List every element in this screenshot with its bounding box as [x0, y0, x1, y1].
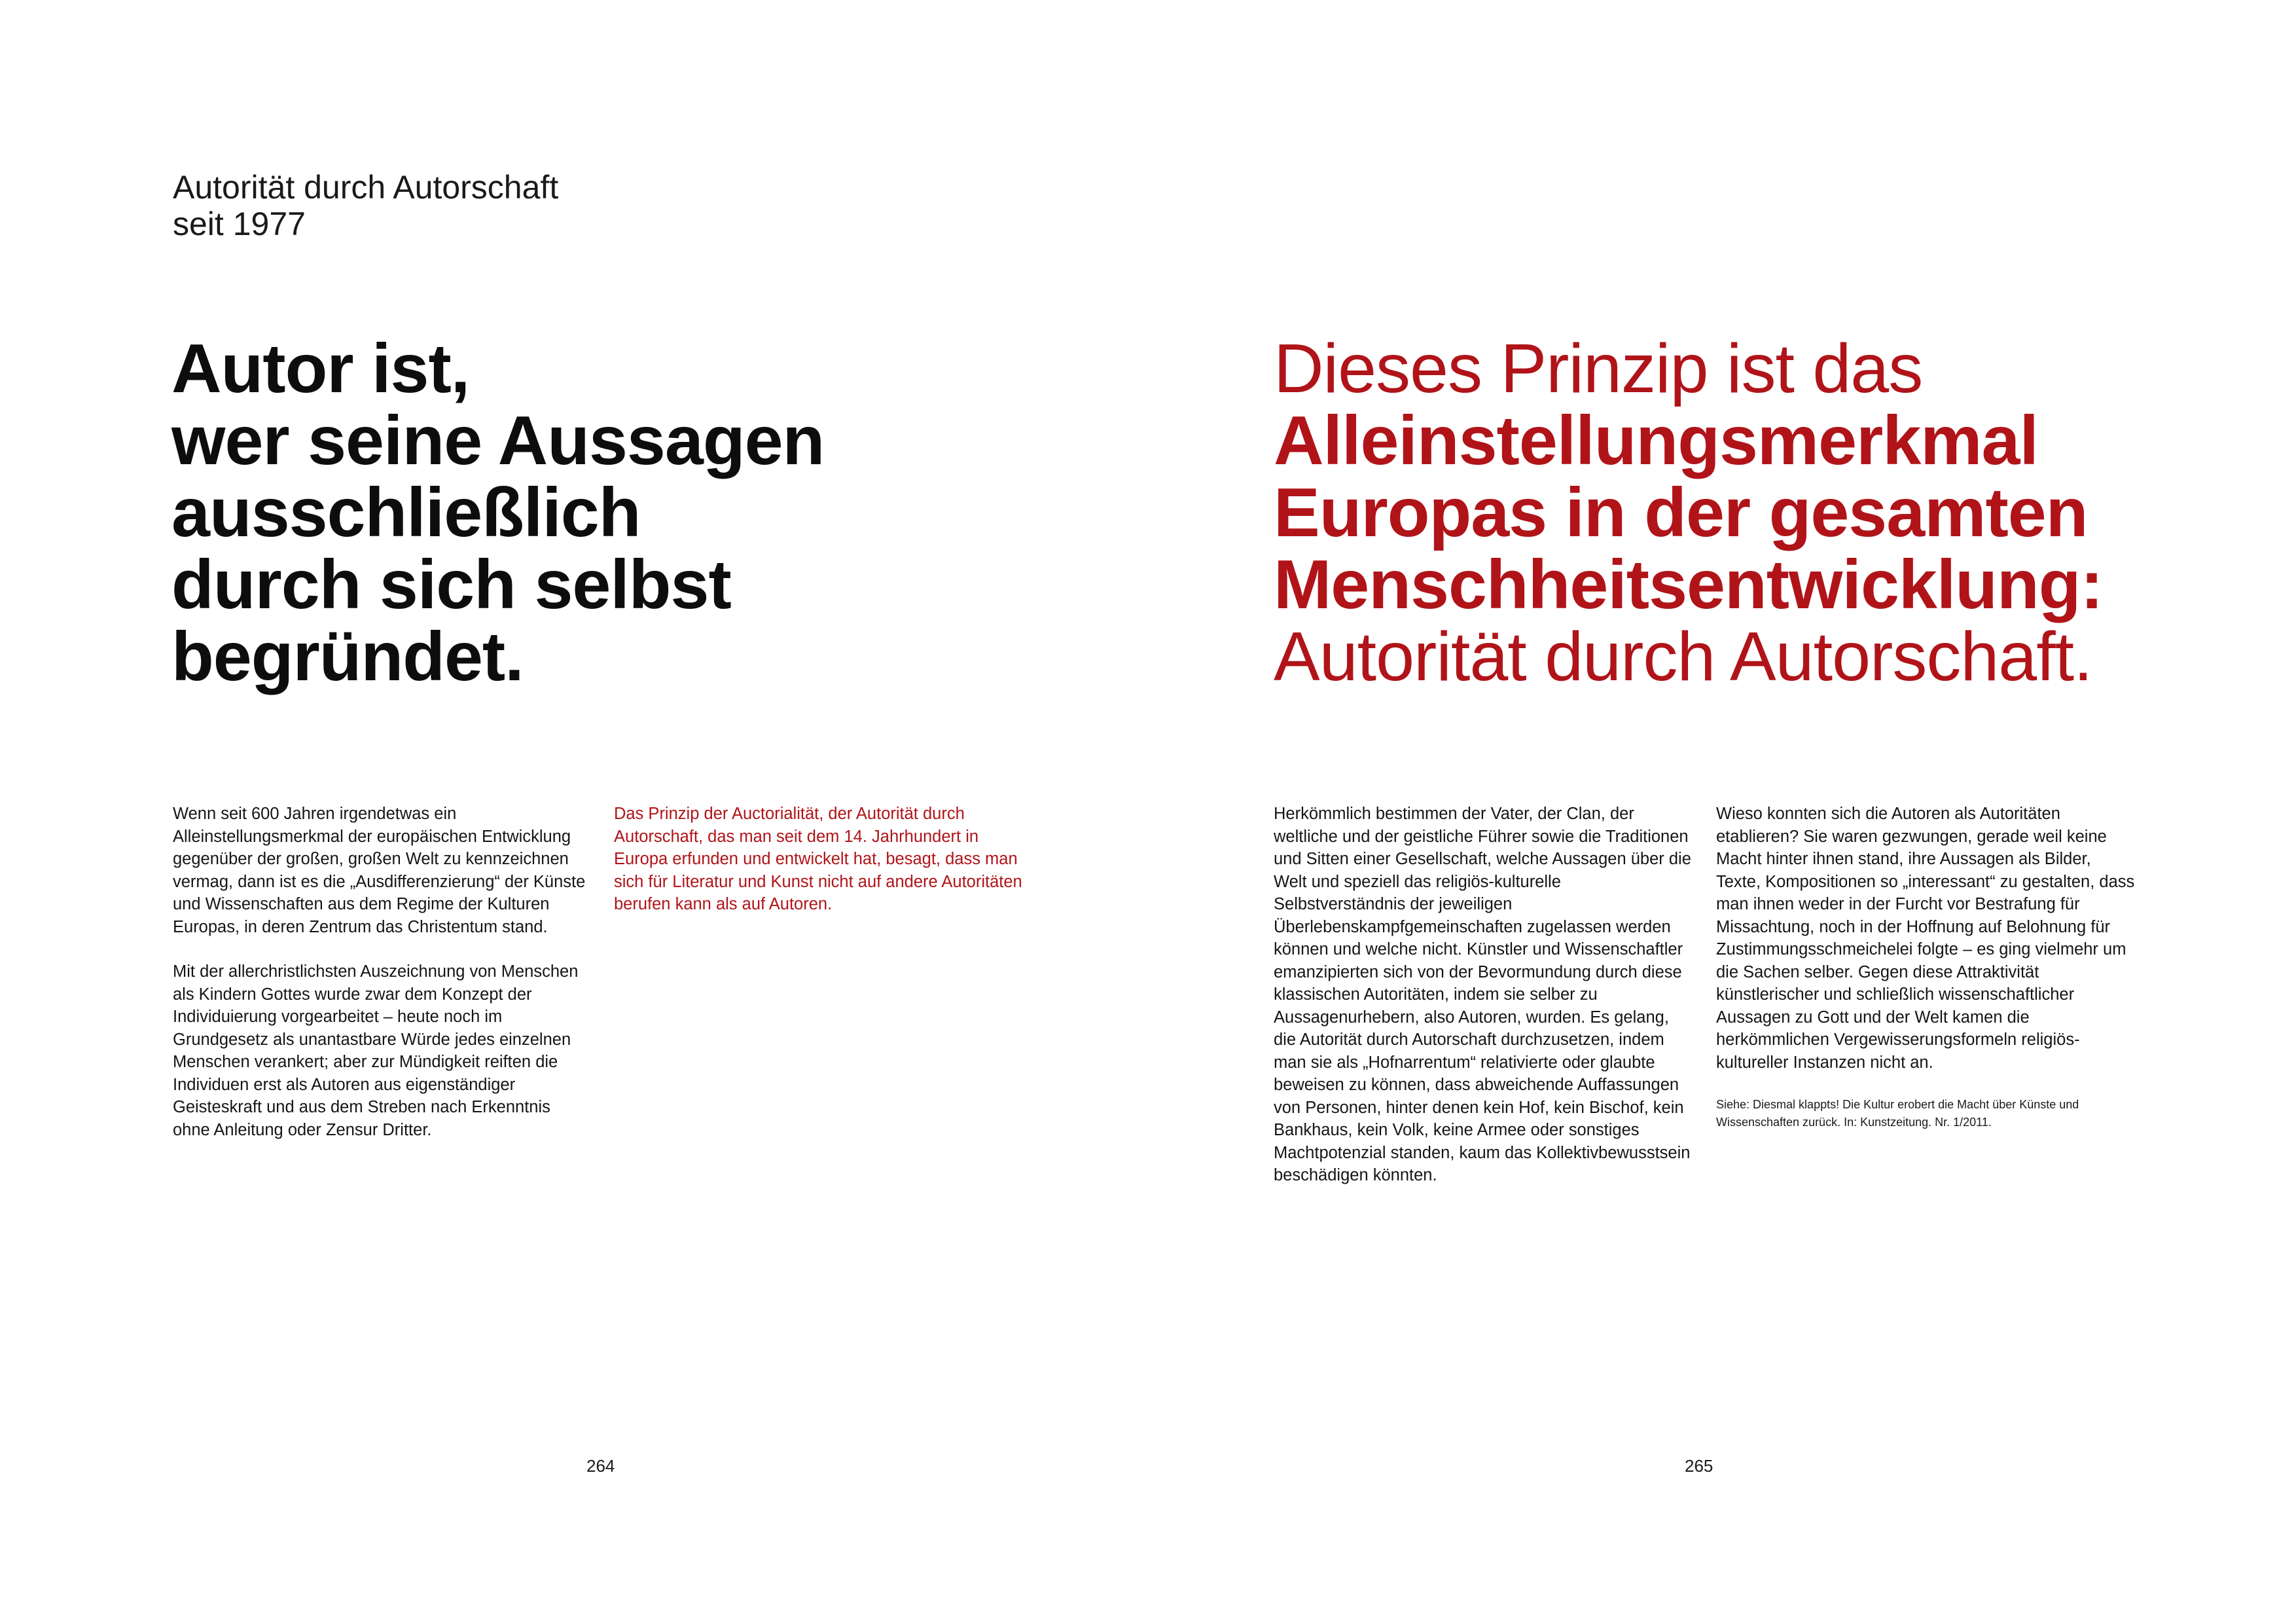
right-body-column-2: [1716, 803, 2135, 1131]
right-headline-bold-line: Europas in der gesamten: [1274, 474, 2088, 551]
highlight-paragraph: Das Prinzip der Auctorialität, der Autorität durch Autorschaft, das man seit dem 14. Jahrhundert in Europa erfunden und entwickelt hat, besagt, dass man sich für Literatur und Kunst nicht auf andere Autoritäten berufen kann als auf Autoren.: [614, 805, 1022, 913]
body-paragraph: Herkömmlich bestimmen der Vater, der Clan, der weltliche und der geistliche Führer sowie die Traditionen und Sitten einer Gesellschaft, welche Aussagen über die Welt und speziell das religiös-kulturelle Selbstverständnis der jeweiligen Überlebenskampfgemeinschaften zugelassen werden können und welche nicht. Künstler und Wissenschaftler emanzipierten sich von der Bevormundung durch diese klassischen Autoritäten, indem sie selber zu Aussagenurhebern, also Autoren, wurden. Es gelang, die Autorität durch Autorschaft durchzusetzen, indem man sie als „Hofnarrentum“ relativierte oder glaubte beweisen zu können, dass abweichende Auffassungen von Personen, hinter denen kein Hof, kein Bischof, kein Bankhaus, kein Volk, keine Armee oder sonstiges Machtpotenzial standen, kaum das Kollektivbewusstsein beschädigen könnten.: [1274, 805, 1691, 1184]
right-headline-light-line: Dieses Prinzip ist das: [1274, 330, 1923, 407]
right-headline: [1274, 330, 2103, 695]
left-headline-line: durch sich selbst: [171, 546, 731, 623]
left-headline-line: Autor ist,: [171, 330, 470, 407]
right-page: [1148, 0, 2296, 1623]
left-headline-line: ausschließlich: [171, 474, 641, 551]
left-body-column-1: [173, 803, 592, 1163]
section-kicker: [173, 169, 558, 242]
right-headline-bold-line: Alleinstellungsmerkmal: [1274, 402, 2038, 479]
footnote: Siehe: Diesmal klappts! Die Kultur erobert die Macht über Künste und Wissenschaften zurück. In: Kunstzeitung. Nr. 1/2011.: [1716, 1098, 2079, 1129]
right-headline-light-line: Autorität durch Autorschaft.: [1274, 618, 2092, 695]
right-body-column-1: [1274, 803, 1693, 1209]
left-headline-line: begründet.: [171, 618, 524, 695]
page-number-right: 265: [1685, 1456, 1713, 1476]
body-paragraph: Wieso konnten sich die Autoren als Autoritäten etablieren? Sie waren gezwungen, gerade weil keine Macht hinter ihnen stand, ihre Aussagen als Bilder, Texte, Kompositionen so „interessant“ zu gestalten, dass man ihnen weder in der Furcht vor Bestrafung für Missachtung, noch in der Hoffnung auf Belohnung für Zustimmungsschmeichelei folgte – es ging vielmehr um die Sachen selber. Gegen diese Attraktivität künstlerischer und schließlich wissenschaftlicher Aussagen zu Gott und der Welt kamen die herkömmlichen Vergewisserungsformeln religiös-kultureller Instanzen nicht an.: [1716, 805, 2135, 1072]
page-number-left: 264: [586, 1456, 615, 1476]
kicker-line-1: Autorität durch Autorschaft: [173, 169, 559, 206]
right-headline-bold-line: Menschheitsentwicklung:: [1274, 546, 2103, 623]
body-paragraph: Wenn seit 600 Jahren irgendetwas ein Alleinstellungsmerkmal der europäischen Entwicklung gegenüber der großen, großen Welt zu kennzeichnen vermag, dann ist es die „Ausdifferenzierung“ der Künste und Wissenschaften aus dem Regime der Kulturen Europas, in deren Zentrum das Christentum stand.: [173, 805, 586, 936]
left-body-column-2: [614, 803, 1033, 938]
left-headline-line: wer seine Aussagen: [171, 402, 825, 479]
body-paragraph: Mit der allerchristlichsten Auszeichnung von Menschen als Kindern Gottes wurde zwar dem Konzept der Individuierung vorgearbeitet – heute noch im Grundgesetz als unantastbare Würde jedes einzelnen Menschen verankert; aber zur Mündigkeit reiften die Individuen erst als Autoren aus eigenständiger Geisteskraft und aus dem Streben nach Erkenntnis ohne Anleitung oder Zensur Dritter.: [173, 962, 579, 1139]
left-headline: [171, 330, 825, 695]
kicker-line-2: seit 1977: [173, 206, 306, 242]
